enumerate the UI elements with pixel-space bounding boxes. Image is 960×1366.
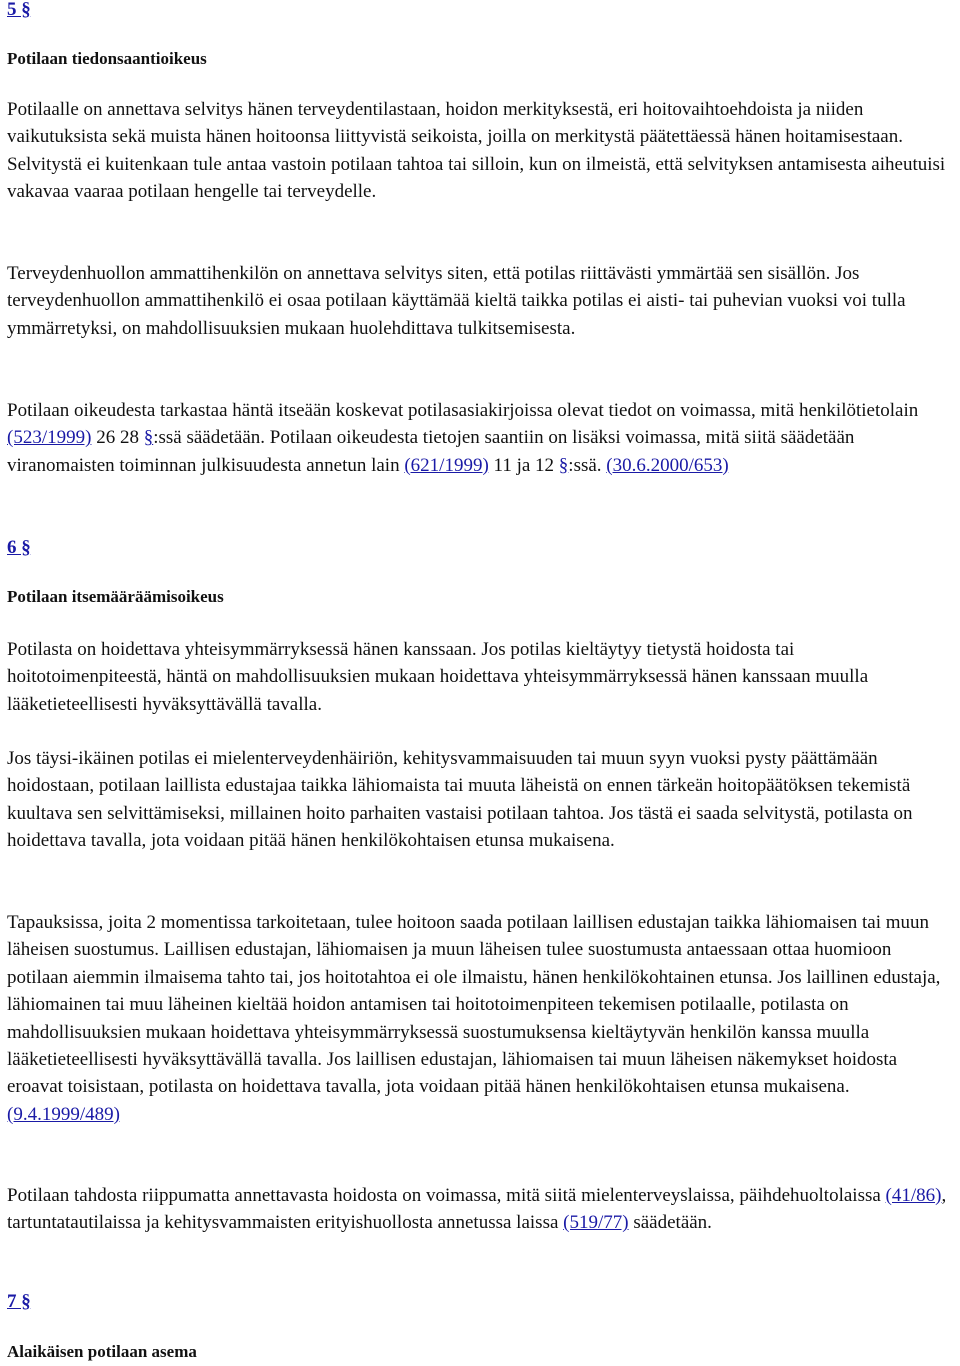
text-run: Tapauksissa, joita 2 momentissa tarkoitetaan, tulee hoitoon saada potilaan laillisen edustajan taikka lähiomaisen tai muun läheisen suostumus. Laillisen edustajan, lähiomaisen ja muun läheisen tulee suostumusta antaessaan ottaa huomioon potilaan aiemmin ilmaisema tahto tai, jos hoitotahtoa ei ole ilmaistu, hänen henkilökohtainen etunsa. Jos laillinen edustaja, lähiomainen tai muu läheinen kieltää hoidon antamisen tai hoitotoimenpiteen tekemisen potilaalle, potilasta on mahdollisuuksien mukaan hoidettava yhteisymmärryksessä suostumuksensa kieltäytyvän henkilön kanssa muulla lääketieteellisesti hyväksyttävällä tavalla. Jos laillisen edustajan, lähiomaisen tai muun läheisen näkemykset hoidosta eroavat toisistaan, potilasta on hoidettava tavalla, jota voidaan pitää hänen henkilökohtaisen etunsa mukaisena. <box>7 912 941 1098</box>
section-5-paragraph-3 <box>7 397 953 479</box>
text-run: säädetään. <box>628 1212 712 1234</box>
text-run: 26 28 <box>91 427 144 449</box>
section-6-paragraph-3 <box>7 909 953 1128</box>
law-link-523-1999[interactable]: (523/1999) <box>7 427 92 449</box>
section-5-title: Potilaan tiedonsaantioikeus <box>7 49 207 68</box>
section-7-title: Alaikäisen potilaan asema <box>7 1342 197 1361</box>
section-5-link[interactable]: 5 § <box>7 0 31 20</box>
section-link[interactable]: § <box>558 454 569 476</box>
amendment-link-30-6-2000-653[interactable]: (30.6.2000/653) <box>606 454 729 476</box>
text-run: , tartuntatautilaissa ja kehitysvammaisten erityishuollosta annetussa laissa <box>7 1185 947 1234</box>
text-run: :ssä. <box>568 454 607 476</box>
law-link-41-86[interactable]: (41/86) <box>885 1185 942 1206</box>
amendment-link-9-4-1999-489[interactable]: (9.4.1999/489) <box>7 1103 120 1125</box>
text-run: 11 ja 12 <box>488 454 559 476</box>
section-7-link[interactable]: 7 § <box>7 1291 31 1312</box>
section-5-paragraph-2: Terveydenhuollon ammattihenkilön on annettava selvitys siten, että potilas riittävästi ymmärtää sen sisällön. Jos terveydenhuollon ammattihenkilö ei osaa potilaan käyttämää kieltä taikka potilas ei aisti- tai puhevian vuoksi voi tulla ymmärretyksi, on mahdollisuuksien mukaan huolehdittava tulkitsemisesta. <box>7 263 906 339</box>
section-6-paragraph-2: Jos täysi-ikäinen potilas ei mielenterveydenhäiriön, kehitysvammaisuuden tai muun syyn vuoksi pysty päättämään hoidostaan, potilaan laillista edustajaa taikka lähiomaista tai muuta läheistä on ennen tärkeän hoitopäätöksen tekemistä kuultava sen selvittämiseksi, millainen hoito parhaiten vastaisi potilaan tahtoa. Jos tästä ei saada selvitystä, potilasta on hoidettava tavalla, jota voidaan pitää hänen henkilökohtaisen etunsa mukaisena. <box>7 748 913 852</box>
text-run: Potilaan oikeudesta tarkastaa häntä itseään koskevat potilasasiakirjoissa olevat tiedot on voimassa, mitä henkilötietolain <box>7 400 919 421</box>
text-run: :ssä säädetään. Potilaan oikeudesta tietojen saantiin on lisäksi voimassa, mitä siitä säädetään viranomaisten toiminnan julkisuudesta annetun lain <box>7 427 855 476</box>
section-6-link[interactable]: 6 § <box>7 537 31 558</box>
law-link-519-77[interactable]: (519/77) <box>563 1212 629 1234</box>
section-5-paragraph-1: Potilaalle on annettava selvitys hänen terveydentilastaan, hoidon merkityksestä, eri hoitovaihtoehdoista ja niiden vaikutuksista sekä muista hänen hoitoonsa liittyvistä seikoista, joilla on merkitystä päätettäessä hänen hoitamisestaan. Selvitystä ei kuitenkaan tule antaa vastoin potilaan tahtoa tai silloin, kun on ilmeistä, että selvityksen antamisesta aiheutuisi vakavaa vaaraa potilaan hengelle tai terveydelle. <box>7 99 946 203</box>
law-link-621-1999[interactable]: (621/1999) <box>404 454 489 476</box>
text-run: Potilaan tahdosta riippumatta annettavasta hoidosta on voimassa, mitä siitä mielenterveyslaissa, päihdehuoltolaissa <box>7 1185 886 1206</box>
section-6-paragraph-1: Potilasta on hoidettava yhteisymmärryksessä hänen kanssaan. Jos potilas kieltäytyy tietystä hoidosta tai hoitotoimenpiteestä, häntä on mahdollisuuksien mukaan hoidettava yhteisymmärryksessä hänen kanssaan muulla lääketieteellisesti hyväksyttävällä tavalla. <box>7 639 869 715</box>
section-link[interactable]: § <box>143 427 154 449</box>
section-6-title: Potilaan itsemääräämisoikeus <box>7 587 224 606</box>
section-6-paragraph-4 <box>7 1182 953 1237</box>
